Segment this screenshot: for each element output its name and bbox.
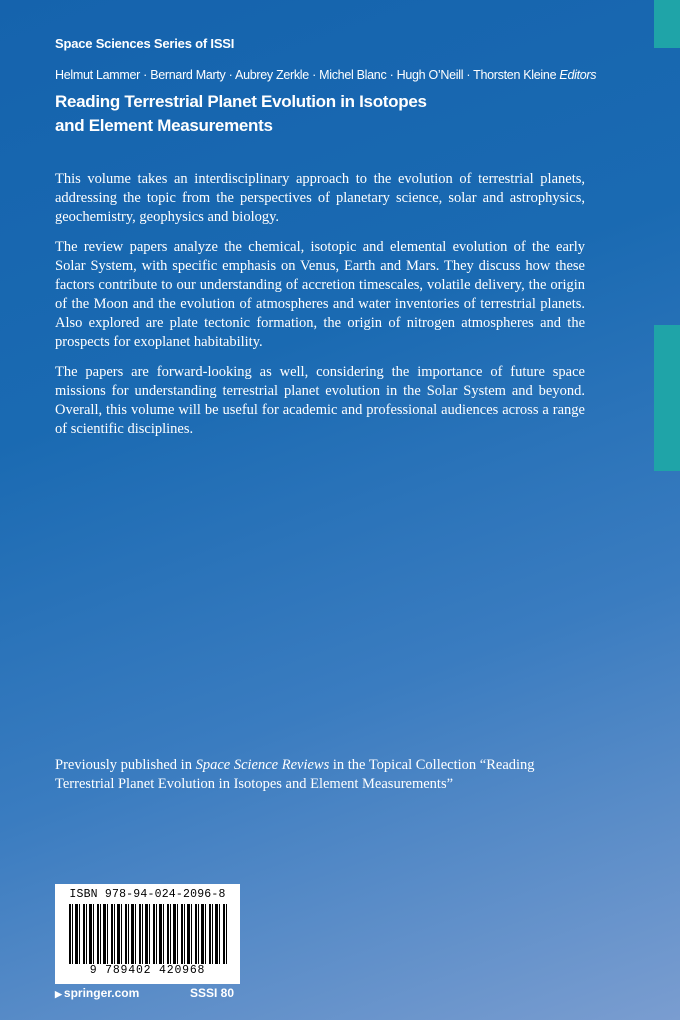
- editors-role: Editors: [559, 68, 597, 82]
- color-tab-middle: [654, 325, 680, 471]
- barcode-bars: [69, 904, 229, 964]
- book-title: [55, 90, 615, 138]
- color-tab-top: [654, 0, 680, 48]
- barcode-digits: 9 789402 420968: [57, 964, 238, 977]
- springer-link[interactable]: [55, 986, 139, 1000]
- description-paragraph-2: The review papers analyze the chemical, isotopic and elemental evolution of the early Solar System, with specific emphasis on Venus, Earth and Mars. They discuss how these factors contribute to our understanding of accretion timescales, volatile delivery, the origin of the Moon and the evolution of atmospheres and water inventories of terrestrial planets. Also explored are plate tectonic formation, the origin of nitrogen atmospheres and the prospects for exoplanet habitability.: [55, 239, 585, 350]
- springer-link-label: springer.com: [63, 986, 140, 1000]
- journal-name: Space Science Reviews: [195, 757, 330, 773]
- publication-suffix: in the Topical Collection “Reading Terrestrial Planet Evolution in Isotopes and Element Measurements”: [55, 757, 535, 792]
- book-title-line-2: and Element Measurements: [55, 116, 273, 135]
- barcode: [55, 884, 240, 984]
- editor-names: Helmut Lammer · Bernard Marty · Aubrey Zerkle · Michel Blanc · Hugh O’Neill · Thorsten Kleine: [55, 68, 557, 82]
- publication-note: [55, 756, 585, 794]
- description-paragraph-1: This volume takes an interdisciplinary approach to the evolution of terrestrial planets, addressing the topic from the perspectives of planetary science, solar and astrophysics, geochemistry, geophysics and biology.: [55, 171, 585, 225]
- description: [55, 170, 585, 450]
- series-title: Space Sciences Series of ISSI: [55, 36, 235, 51]
- editors-line: [55, 68, 615, 82]
- arrow-right-icon: ▶: [55, 989, 62, 999]
- publication-prefix: Previously published in: [55, 757, 196, 773]
- isbn-label: ISBN 978-94-024-2096-8: [69, 888, 226, 901]
- series-code: SSSI 80: [190, 986, 235, 1000]
- description-paragraph-3: The papers are forward-looking as well, considering the importance of future space missions for understanding terrestrial planet evolution in the Solar System and beyond. Overall, this volume will be useful for academic and professional audiences across a range of scientific disciplines.: [55, 364, 585, 437]
- book-title-line-1: Reading Terrestrial Planet Evolution in Isotopes: [55, 92, 427, 111]
